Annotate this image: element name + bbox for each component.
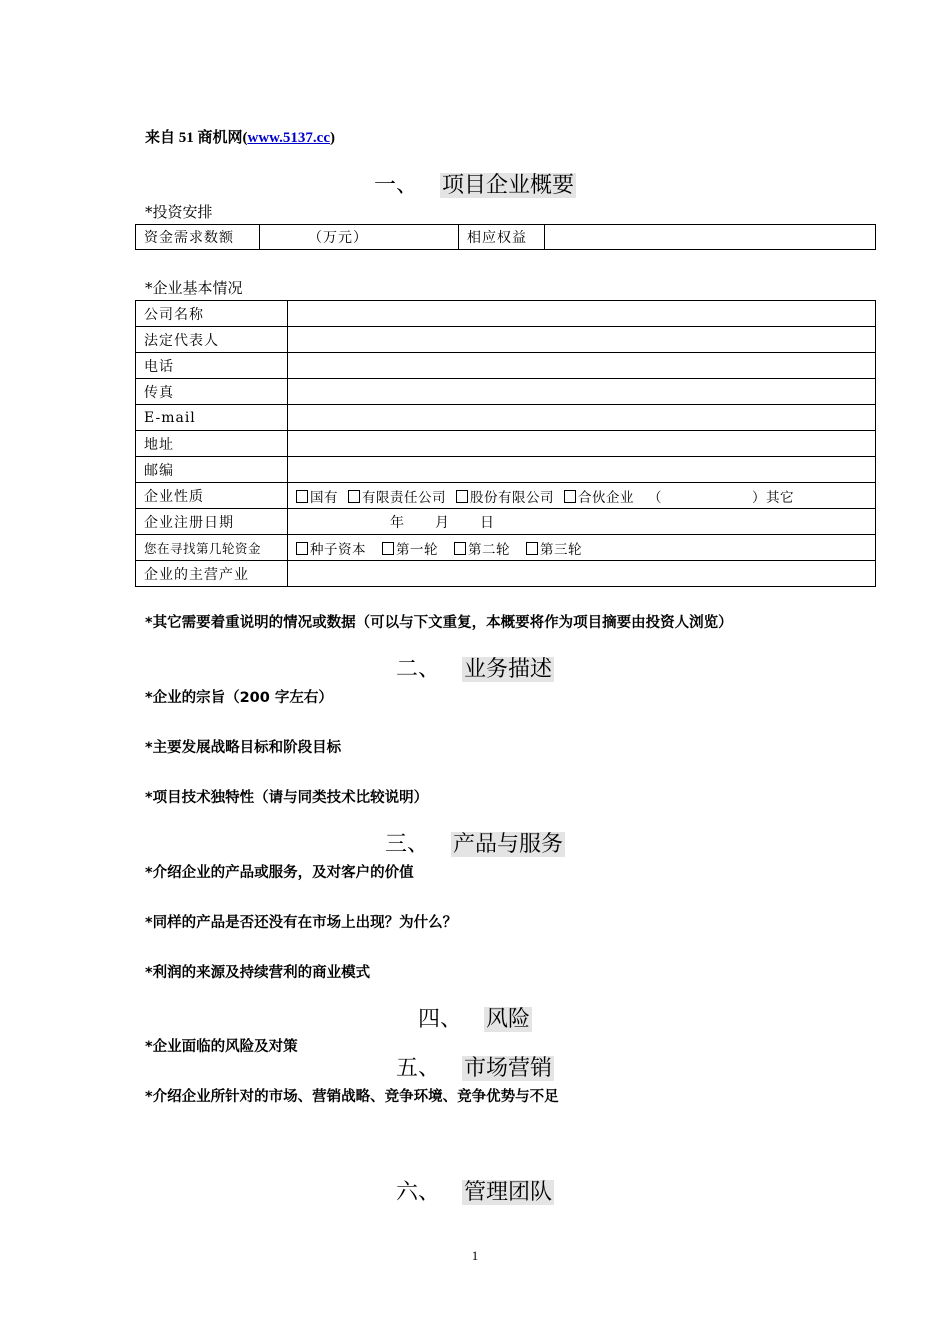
email-label: E-mail [136, 405, 288, 431]
sec3-item-market: *同样的产品是否还没有在市场上出现？为什么？ [145, 915, 458, 931]
checkbox-icon [382, 542, 394, 555]
phone-label: 电话 [136, 353, 288, 379]
nature-opt-joint-stock[interactable]: 股份有限公司 [456, 490, 554, 506]
source-prefix: 来自 51 商机网( [145, 130, 248, 146]
address-label: 地址 [136, 431, 288, 457]
checkbox-icon [454, 542, 466, 555]
industry-label: 企业的主营产业 [136, 561, 288, 587]
sec3-item-value: *介绍企业的产品或服务，及对客户的价值 [145, 865, 414, 881]
fax-label: 传真 [136, 379, 288, 405]
industry-value[interactable] [288, 561, 876, 587]
address-value[interactable] [288, 431, 876, 457]
postcode-value[interactable] [288, 457, 876, 483]
table-row [136, 353, 876, 379]
section-1-number: 一、 [373, 173, 418, 198]
section-3-number: 三、 [384, 832, 429, 857]
invest-label: *投资安排 [145, 203, 213, 221]
sec3-item-profit: *利润的来源及持续营利的商业模式 [145, 965, 371, 981]
table-row [136, 301, 876, 327]
page-number: 1 [471, 1248, 479, 1263]
sec4-item-risk: *企业面临的风险及对策 [145, 1039, 298, 1055]
round-options [288, 535, 876, 561]
round-opt-first[interactable]: 第一轮 [382, 542, 438, 558]
checkbox-icon [348, 490, 360, 503]
section-4-number: 四、 [417, 1007, 462, 1032]
checkbox-icon [296, 542, 308, 555]
table-row [136, 561, 876, 587]
checkbox-icon [456, 490, 468, 503]
table-row [136, 379, 876, 405]
nature-opt-partnership[interactable]: 合伙企业 [564, 490, 634, 506]
section-1-title: 项目企业概要 [442, 173, 575, 198]
company-name-value[interactable] [288, 301, 876, 327]
legal-rep-value[interactable] [288, 327, 876, 353]
nature-other-close: ）其它 [752, 489, 794, 506]
section-3-heading [0, 831, 950, 859]
regdate-label: 企业注册日期 [136, 509, 288, 535]
legal-rep-label: 法定代表人 [136, 327, 288, 353]
section-2-title: 业务描述 [464, 657, 553, 682]
checkbox-icon [564, 490, 576, 503]
table-row [136, 457, 876, 483]
phone-value[interactable] [288, 353, 876, 379]
source-link[interactable]: www.5137.cc [247, 130, 330, 146]
nature-options [288, 483, 876, 509]
sec2-item-tech: *项目技术独特性（请与同类技术比较说明） [145, 790, 429, 806]
table-row [136, 535, 876, 561]
nature-opt-state[interactable]: 国有 [296, 490, 338, 506]
email-value[interactable] [288, 405, 876, 431]
sec2-item-purpose: *企业的宗旨（200 字左右） [145, 690, 333, 706]
postcode-label: 邮编 [136, 457, 288, 483]
section-2-number: 二、 [395, 657, 440, 682]
section-5-heading [0, 1055, 950, 1083]
invest-equity-label: 相应权益 [459, 225, 545, 250]
sec2-item-strategy: *主要发展战略目标和阶段目标 [145, 740, 342, 756]
source-suffix: ) [330, 130, 335, 146]
table-row [136, 405, 876, 431]
round-opt-seed[interactable]: 种子资本 [296, 542, 366, 558]
invest-amount-label: 资金需求数额 [136, 225, 260, 250]
table-row [136, 327, 876, 353]
section-6-number: 六、 [395, 1180, 440, 1205]
company-name-label: 公司名称 [136, 301, 288, 327]
regdate-value[interactable]: 年 月 日 [288, 509, 876, 535]
section-3-title: 产品与服务 [453, 832, 564, 857]
invest-table [135, 224, 876, 250]
section-2-heading [0, 656, 950, 684]
section-6-title: 管理团队 [464, 1180, 553, 1205]
fax-value[interactable] [288, 379, 876, 405]
invest-equity-value[interactable] [545, 225, 876, 250]
round-opt-third[interactable]: 第三轮 [526, 542, 582, 558]
source-line [145, 126, 335, 147]
section-5-number: 五、 [395, 1056, 440, 1081]
section-4-title: 风险 [486, 1007, 531, 1032]
table-row [136, 431, 876, 457]
invest-amount-unit[interactable]: （万元） [260, 225, 459, 250]
company-table [135, 300, 876, 587]
nature-label: 企业性质 [136, 483, 288, 509]
other-note: *其它需要着重说明的情况或数据（可以与下文重复，本概要将作为项目摘要由投资人浏览） [145, 615, 733, 631]
round-label: 您在寻找第几轮资金 [136, 535, 288, 561]
nature-other-open: （ [648, 489, 662, 506]
nature-opt-llc[interactable]: 有限责任公司 [348, 490, 446, 506]
checkbox-icon [526, 542, 538, 555]
company-label: *企业基本情况 [145, 279, 243, 297]
section-1-heading [0, 172, 950, 200]
table-row [136, 509, 876, 535]
section-4-heading [0, 1006, 950, 1034]
checkbox-icon [296, 490, 308, 503]
section-5-title: 市场营销 [464, 1056, 553, 1081]
table-row [136, 483, 876, 509]
section-6-heading [0, 1179, 950, 1207]
round-opt-second[interactable]: 第二轮 [454, 542, 510, 558]
sec5-item-marketing: *介绍企业所针对的市场、营销战略、竞争环境、竞争优势与不足 [145, 1089, 559, 1105]
